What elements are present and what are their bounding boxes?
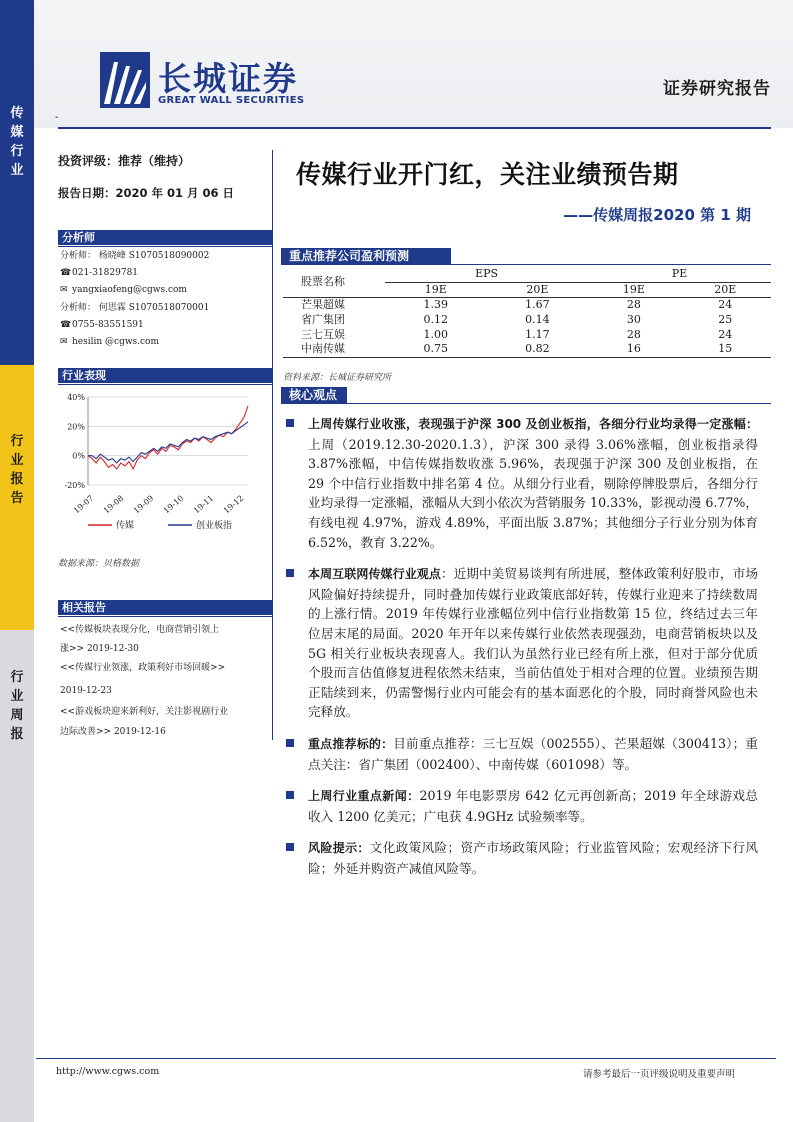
header-dash: - (55, 112, 59, 123)
side-tab-industry (0, 0, 34, 365)
phone-icon: ☎ (60, 268, 72, 278)
analyst-phone: ☎0755-83551591 (60, 320, 144, 330)
col-header: 20E (487, 282, 589, 297)
y-tick-label: 20% (67, 422, 85, 432)
x-tick-label: 19-08 (101, 493, 126, 516)
y-tick-label: -20% (64, 481, 85, 490)
forecast-source: 资料来源：长城证券研究所 (283, 373, 392, 383)
x-tick-label: 19-10 (161, 493, 186, 516)
report-date: 报告日期：2020 年 01 月 06 日 (58, 186, 235, 200)
bullet-point: 上周传媒行业收涨，表现强于沪深 300 及创业板指，各细分行业均录得一定涨幅：上周（2019.12.30-2020.1.3），沪深 300 录得 3.06%涨幅，创业板指录得 3.87%涨幅，中信传媒指数收涨 5.96%，表现强于沪深 300 及创业板指，在 29 个中信行业指数中排名第 4 位。从细分行业看，剔除停牌股票后，各细分行业均录得一定涨幅，涨幅从大到小依次为营销服务 10.33%，影视动漫 6.77%，有线电视 4.97%，游戏 4.89%，平面出版 3.87%；其他细分子行业分别为体育 6.52%，教育 3.22%。 (284, 414, 758, 552)
stock-name: 三七互娱 (301, 327, 345, 341)
company-logo-icon (100, 52, 150, 108)
col-group-eps: EPS (385, 267, 588, 282)
table-cell: 1.67 (525, 297, 550, 311)
table-cell: 16 (588, 342, 679, 357)
bullet-square-icon (286, 569, 294, 577)
legend-label: 创业板指 (196, 521, 233, 531)
forecast-heading: 重点推荐公司盈利预测 (281, 248, 451, 264)
column-divider (272, 150, 273, 740)
footer-note: 请参考最后一页评级说明及重要声明 (582, 1069, 735, 1080)
core-heading: 核心观点 (281, 387, 347, 403)
bullet-square-icon (286, 843, 294, 851)
col-header: 20E (680, 282, 771, 297)
analyst-heading: 分析师 (58, 230, 272, 245)
analyst-line: 分析师： 杨晓峰 S1070518090002 (60, 251, 210, 261)
col-header: 19E (588, 282, 679, 297)
logo-text-cn: 长城证券 (158, 59, 298, 98)
bullet-point: 上周行业重点新闻：2019 年电影票房 642 亿元再创新高；2019 年全球游戏总收入 1200 亿美元；广电获 4.9GHz 试验频率等。 (284, 786, 758, 826)
series-line-chinext (88, 422, 248, 463)
related-heading: 相关报告 (58, 600, 272, 615)
x-tick-label: 19-07 (71, 493, 96, 516)
phone-icon: ☎ (60, 320, 72, 330)
related-report[interactable]: <<传媒行业领涨，政策利好市场回暖>> (60, 663, 226, 673)
analyst-line: 分析师： 何思霖 S1070518070001 (60, 303, 210, 313)
table-row (283, 342, 771, 357)
legend-label: 传媒 (116, 521, 135, 531)
col-header: 19E (385, 282, 487, 297)
table-cell: 30 (626, 312, 641, 326)
bullet-point: 风险提示：文化政策风险；资产市场政策风险；行业监管风险；宏观经济下行风险；外延并购资产减值风险等。 (284, 838, 758, 878)
analyst-phone: ☎021-31829781 (60, 268, 139, 278)
footer-divider (36, 1058, 776, 1059)
table-cell: 28 (626, 327, 641, 341)
table-row (283, 327, 771, 342)
divider (281, 403, 771, 404)
divider (281, 264, 771, 265)
table-cell: 28 (626, 297, 641, 311)
table-cell: 1.00 (423, 327, 449, 341)
x-tick-label: 19-09 (131, 493, 156, 516)
analyst-email[interactable]: ✉ yangxiaofeng@cgws.com (60, 285, 187, 295)
col-group-pe: PE (588, 267, 771, 282)
bullet-square-icon (286, 419, 294, 427)
table-row (283, 297, 771, 312)
side-tab-label: 行 业 报 告 (10, 434, 24, 506)
x-tick-label: 19-11 (191, 493, 216, 516)
table-cell: 1.17 (525, 327, 550, 341)
y-tick-label: 40% (67, 393, 85, 402)
bullet-square-icon (286, 791, 294, 799)
y-tick-label: 0% (72, 451, 85, 461)
col-header: 股票名称 (283, 267, 385, 297)
page-subtitle: ——传媒周报2020 第 1 期 (563, 206, 751, 224)
divider (58, 246, 272, 247)
forecast-table (283, 267, 771, 358)
related-report[interactable]: 边际改善>> 2019-12-16 (60, 727, 166, 737)
mail-icon: ✉ (60, 337, 68, 347)
table-cell: 0.82 (487, 342, 589, 357)
rating: 投资评级：推荐（维持） (58, 154, 191, 168)
related-report[interactable]: <<游戏板块迎来新利好，关注影视剧行业 (60, 707, 229, 717)
table-cell: 1.39 (423, 297, 449, 311)
related-report[interactable]: 涨>> 2019-12-30 (60, 644, 139, 654)
stock-name: 省广集团 (301, 312, 345, 326)
table-cell: 25 (718, 312, 733, 326)
page-title: 传媒行业开门红，关注业绩预告期 (296, 160, 679, 189)
series-line-media (88, 406, 248, 469)
bullet-square-icon (286, 739, 294, 747)
footer-url[interactable]: http://www.cgws.com (56, 1066, 160, 1077)
stock-name: 芒果超媒 (301, 297, 345, 311)
stock-name: 中南传媒 (283, 342, 385, 357)
report-type: 证券研究报告 (663, 79, 771, 99)
table-cell: 15 (680, 342, 771, 357)
performance-source: 数据来源：贝格数据 (58, 559, 140, 569)
table-cell: 0.75 (385, 342, 487, 357)
bullet-point: 本周互联网传媒行业观点：近期中美贸易谈判有所进展，整体政策利好股市，市场风险偏好持续提升，同时叠加传媒行业政策底部好转，传媒行业迎来了持续数周的上涨行情。2019 年传媒行业涨幅位列中信行业指数第 15 位，终结过去三年位居末尾的局面。2020 年开年以来传媒行业依然表现强劲，电商营销板块以及 5G 相关行业板块表现喜人。我们认为虽然行业已经有所上涨，但对于部分优质个股而言估值修复进程依然未结束，当前估值处于相对合理的位置。业绩预告期正陆续到来，仍需警惕行业内可能会有的基本面恶化的个股，同时商誉风险也未完释放。 (284, 564, 758, 722)
performance-heading: 行业表现 (58, 368, 272, 383)
mail-icon: ✉ (60, 285, 68, 295)
table-cell: 0.14 (525, 312, 550, 326)
x-tick-label: 19-12 (221, 493, 246, 516)
divider (58, 384, 272, 385)
table-row (283, 312, 771, 327)
related-report[interactable]: <<传媒板块表现分化，电商营销引领上 (60, 625, 220, 635)
table-cell: 0.12 (423, 312, 449, 326)
divider (58, 616, 272, 617)
core-points (284, 414, 758, 890)
header-divider (58, 127, 771, 129)
table-cell: 24 (718, 327, 733, 341)
bullet-point: 重点推荐标的：目前重点推荐：三七互娱（002555）、芒果超媒（300413）；重点关注：省广集团（002400）、中南传媒（601098）等。 (284, 734, 758, 774)
performance-chart (58, 387, 272, 542)
side-tab-label: 行 业 周 报 (10, 670, 24, 742)
analyst-email[interactable]: ✉ hesilin @cgws.com (60, 337, 160, 347)
logo-text-en: GREAT WALL SECURITIES (158, 95, 305, 106)
side-tab-label: 传 媒 行 业 (10, 106, 24, 178)
related-report[interactable]: 2019-12-23 (60, 686, 112, 696)
table-cell: 24 (718, 297, 733, 311)
